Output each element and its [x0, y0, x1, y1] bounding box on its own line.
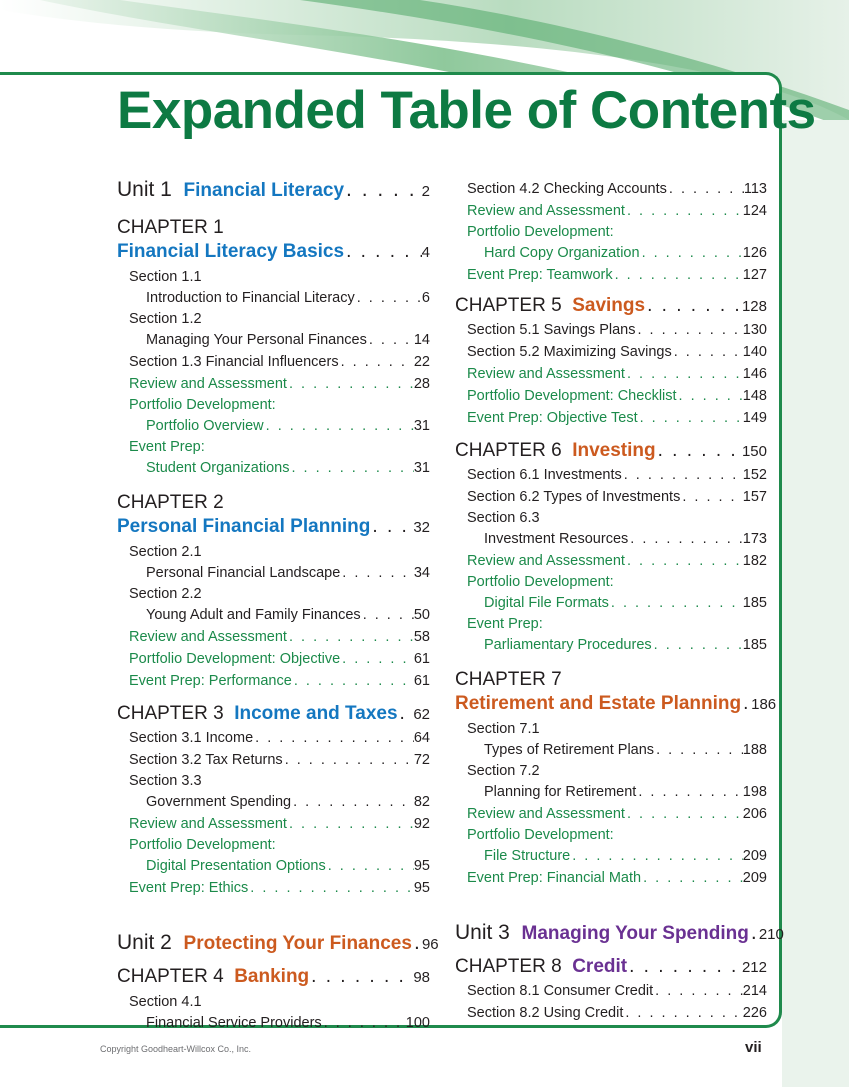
page-number: 100: [405, 1015, 430, 1031]
dot-leader: [680, 486, 742, 508]
entry-title-part: CHAPTER 4: [117, 966, 224, 987]
toc-portfolio-6[interactable]: [455, 592, 767, 614]
section-label: Section 3.3: [129, 773, 202, 789]
toc-section-5-1[interactable]: [455, 319, 767, 341]
dot-leader: [339, 351, 414, 373]
entry-title: [455, 294, 645, 318]
page-number: 148: [742, 388, 767, 404]
dot-leader: [412, 929, 422, 957]
dot-leader: [636, 781, 742, 803]
dot-leader: [609, 592, 743, 614]
dot-leader: [652, 634, 743, 656]
toc-chapter-8[interactable]: [455, 955, 767, 980]
portfolio-label: Portfolio Development:: [129, 397, 276, 413]
toc-chapter-7[interactable]: [455, 692, 777, 717]
entry-title: Section 6.1 Investments: [467, 467, 622, 483]
entry-title: Portfolio Development: Checklist: [467, 388, 677, 404]
dot-leader: [570, 845, 743, 867]
toc-section-4-1[interactable]: [117, 1012, 430, 1034]
dot-leader: [361, 604, 414, 626]
entry-title: [455, 919, 749, 948]
entry-title-part: Investing: [572, 440, 656, 461]
dot-leader: [340, 648, 414, 670]
toc-portfolio-4[interactable]: [455, 242, 767, 264]
page-number: 212: [741, 959, 767, 976]
toc-section-2-1[interactable]: [117, 562, 430, 584]
entry-title: [117, 176, 344, 205]
dot-leader: [625, 363, 743, 385]
entry-title: Planning for Retirement: [484, 784, 637, 800]
page-number: 98: [413, 969, 430, 986]
entry-title: Young Adult and Family Finances: [146, 607, 361, 623]
entry-title-part: Savings: [572, 295, 646, 316]
dot-leader: [367, 329, 414, 351]
entry-title: Financial Service Providers: [146, 1015, 322, 1031]
dot-leader: [309, 965, 413, 989]
dot-leader: [292, 670, 414, 692]
section-label: Section 7.1: [467, 721, 540, 737]
entry-title: [455, 439, 656, 463]
page-number: 214: [742, 983, 767, 999]
entry-title: Review and Assessment: [129, 376, 287, 392]
entry-title: Section 8.2 Using Credit: [467, 1005, 624, 1021]
page-number: 32: [413, 519, 430, 536]
toc-section-1-2[interactable]: [117, 329, 430, 351]
toc-section-8-1[interactable]: [455, 980, 767, 1002]
dot-leader: [625, 200, 743, 222]
toc-section-1-3[interactable]: [117, 351, 430, 373]
entry-title-part: CHAPTER 3: [117, 703, 224, 724]
entry-title: Event Prep: Financial Math: [467, 870, 642, 886]
page-number: 61: [413, 651, 430, 667]
entry-title-part: Credit: [572, 956, 628, 977]
toc-event-5[interactable]: [455, 407, 767, 429]
dot-leader: [287, 626, 414, 648]
toc-event-2[interactable]: [117, 670, 430, 692]
entry-title: Student Organizations: [146, 460, 290, 476]
page-number: 28: [413, 376, 430, 392]
entry-title: Review and Assessment: [129, 816, 287, 832]
dot-leader: [326, 855, 414, 877]
dot-leader: [340, 562, 414, 584]
section-label: Section 4.1: [129, 994, 202, 1010]
page-number: 6: [421, 290, 430, 306]
page-number: 58: [413, 629, 430, 645]
entry-title: Personal Financial Landscape: [146, 565, 341, 581]
dot-leader: [623, 1002, 742, 1024]
page-number: 72: [413, 752, 430, 768]
page-number: 95: [413, 858, 430, 874]
toc-unit-2[interactable]: [117, 929, 439, 959]
dot-leader: [656, 439, 742, 463]
page-number: 2: [421, 183, 430, 200]
entry-title: Section 3.2 Tax Returns: [129, 752, 283, 768]
toc-column-right: [455, 178, 784, 1024]
entry-title-part: CHAPTER 6: [455, 440, 562, 461]
toc-portfolio-3[interactable]: [117, 855, 430, 877]
dot-leader: [287, 813, 414, 835]
entry-title: Types of Retirement Plans: [484, 742, 655, 758]
page-number: 185: [742, 595, 767, 611]
entry-title: Investment Resources: [484, 531, 629, 547]
toc-chapter-5[interactable]: [455, 294, 767, 319]
toc-section-4-2[interactable]: [455, 178, 767, 200]
toc-review-5[interactable]: [455, 363, 767, 385]
entry-title: Section 8.1 Consumer Credit: [467, 983, 654, 999]
dot-leader: [749, 919, 759, 947]
page-number: 206: [742, 806, 767, 822]
page-number: 31: [413, 460, 430, 476]
page-number: 150: [741, 443, 767, 460]
toc-section-3-1[interactable]: [117, 727, 430, 749]
dot-leader: [667, 178, 744, 200]
toc-event-7[interactable]: [455, 867, 767, 889]
dot-leader: [641, 867, 743, 889]
dot-leader: [344, 176, 422, 204]
portfolio-label: Portfolio Development:: [467, 827, 614, 843]
portfolio-label: Portfolio Development:: [467, 574, 614, 590]
entry-title-part: Income and Taxes: [234, 703, 398, 724]
dot-leader: [654, 739, 743, 761]
dot-leader: [625, 803, 743, 825]
entry-title: File Structure: [484, 848, 571, 864]
page-number: 152: [742, 467, 767, 483]
entry-title: Personal Financial Planning: [117, 516, 371, 537]
entry-title: Event Prep: Objective Test: [467, 410, 638, 426]
entry-title: [455, 955, 627, 979]
toc-review-4[interactable]: [455, 200, 767, 222]
page-title: Expanded Table of Contents: [117, 81, 816, 140]
toc-section-3-2[interactable]: [117, 749, 430, 771]
entry-title: Event Prep: Teamwork: [467, 267, 613, 283]
toc-chapter-1[interactable]: [117, 240, 430, 265]
dot-leader: [264, 415, 414, 437]
entry-title: Section 6.2 Types of Investments: [467, 489, 681, 505]
section-label: Section 1.1: [129, 269, 202, 285]
dot-leader: [640, 242, 743, 264]
entry-title: Section 1.3 Financial Influencers: [129, 354, 339, 370]
toc-chapter-6[interactable]: [455, 439, 767, 464]
entry-title: Digital Presentation Options: [146, 858, 326, 874]
entry-title: [117, 965, 309, 989]
entry-title: Government Spending: [146, 794, 292, 810]
entry-title: Portfolio Overview: [146, 418, 264, 434]
toc-portfolio-7[interactable]: [455, 845, 767, 867]
toc-section-2-2[interactable]: [117, 604, 430, 626]
entry-title: Portfolio Development: Objective: [129, 651, 341, 667]
page-number: 95: [413, 880, 430, 896]
toc-section-3-3[interactable]: [117, 791, 430, 813]
entry-title: Review and Assessment: [467, 806, 625, 822]
dot-leader: [283, 749, 414, 771]
unit-label: Unit 1: [117, 178, 172, 201]
page-number: 130: [742, 322, 767, 338]
dot-leader: [287, 373, 414, 395]
page-number: 186: [751, 696, 777, 713]
page-number: 128: [741, 298, 767, 315]
dot-leader: [645, 294, 742, 318]
page-number: 209: [742, 870, 767, 886]
event-prep-label: Event Prep:: [467, 616, 543, 632]
dot-leader: [741, 692, 751, 716]
event-prep-label: Event Prep:: [129, 439, 205, 455]
page-number: 226: [742, 1005, 767, 1021]
dot-leader: [638, 407, 743, 429]
page-number: 157: [742, 489, 767, 505]
dot-leader: [253, 727, 414, 749]
toc-section-6-3[interactable]: [455, 528, 767, 550]
page-number: 173: [742, 531, 767, 547]
dot-leader: [289, 457, 413, 479]
page-number: 127: [742, 267, 767, 283]
page-number: 50: [413, 607, 430, 623]
toc-portfolio-5[interactable]: [455, 385, 767, 407]
dot-leader: [398, 702, 414, 726]
dot-leader: [355, 287, 422, 309]
dot-leader: [627, 955, 742, 979]
entry-title: Review and Assessment: [467, 203, 625, 219]
entry-title: Section 5.2 Maximizing Savings: [467, 344, 672, 360]
page-number: 149: [742, 410, 767, 426]
entry-title: Event Prep: Ethics: [129, 880, 249, 896]
dot-leader: [653, 980, 743, 1002]
toc-review-3[interactable]: [117, 813, 430, 835]
entry-title: Section 5.1 Savings Plans: [467, 322, 636, 338]
portfolio-label: Portfolio Development:: [467, 224, 614, 240]
toc-event-4[interactable]: [455, 264, 767, 286]
entry-title: Review and Assessment: [129, 629, 287, 645]
page-number: 198: [742, 784, 767, 800]
dot-leader: [248, 877, 414, 899]
dot-leader: [677, 385, 743, 407]
page-number: 140: [742, 344, 767, 360]
toc-section-7-1[interactable]: [455, 739, 767, 761]
entry-title: Digital File Formats: [484, 595, 609, 611]
toc-event-6[interactable]: [455, 634, 767, 656]
toc-review-1[interactable]: [117, 373, 430, 395]
page-folio: vii: [745, 1039, 762, 1056]
page-number: 210: [758, 926, 784, 943]
toc-review-6[interactable]: [455, 550, 767, 572]
chapter-name: Financial Literacy Basics: [117, 241, 345, 262]
page-number: 34: [413, 565, 430, 581]
toc-section-7-2[interactable]: [455, 781, 767, 803]
toc-unit-1[interactable]: [117, 176, 430, 206]
entry-title-part: Unit 2: [117, 931, 172, 954]
toc-portfolio-2[interactable]: [117, 648, 430, 670]
dot-leader: [322, 1012, 406, 1034]
toc-section-8-2[interactable]: [455, 1002, 767, 1024]
entry-title: Event Prep: Performance: [129, 673, 292, 689]
copyright-notice: Copyright Goodheart-Willcox Co., Inc.: [100, 1044, 252, 1054]
dot-leader: [370, 515, 413, 539]
toc-review-7[interactable]: [455, 803, 767, 825]
dot-leader: [635, 319, 742, 341]
entry-title: Review and Assessment: [467, 553, 625, 569]
page-number: 4: [421, 244, 430, 261]
toc-section-6-2[interactable]: [455, 486, 767, 508]
dot-leader: [628, 528, 743, 550]
toc-event-3[interactable]: [117, 877, 430, 899]
entry-title: Section 3.1 Income: [129, 730, 254, 746]
entry-title: [117, 702, 398, 726]
page-number: 188: [742, 742, 767, 758]
page-number: 96: [421, 936, 439, 953]
dot-leader: [613, 264, 743, 286]
section-label: Section 7.2: [467, 763, 540, 779]
page-number: 209: [742, 848, 767, 864]
page-number: 92: [413, 816, 430, 832]
section-label: Section 2.2: [129, 586, 202, 602]
dot-leader: [672, 341, 743, 363]
toc-chapter-3[interactable]: [117, 702, 430, 727]
section-label: Section 6.3: [467, 510, 540, 526]
page-number: 62: [413, 706, 430, 723]
entry-title: Introduction to Financial Literacy: [146, 290, 355, 306]
page-number: 64: [413, 730, 430, 746]
entry-title-part: Managing Your Spending: [521, 923, 749, 944]
page-number: 113: [743, 181, 767, 197]
page-number: 146: [742, 366, 767, 382]
section-label: Section 1.2: [129, 311, 202, 327]
page-number: 124: [742, 203, 767, 219]
portfolio-label: Portfolio Development:: [129, 837, 276, 853]
page-number: 31: [413, 418, 430, 434]
section-label: Section 2.1: [129, 544, 202, 560]
page-number: 61: [413, 673, 430, 689]
toc-event-1[interactable]: [117, 457, 430, 479]
page-number: 185: [742, 637, 767, 653]
toc-chapter-4[interactable]: [117, 965, 430, 990]
entry-title-part: Banking: [234, 966, 310, 987]
toc-chapter-2[interactable]: [117, 515, 430, 540]
chapter-2-label: CHAPTER 2: [117, 492, 224, 513]
page-number: 22: [413, 354, 430, 370]
entry-title-part: CHAPTER 5: [455, 295, 562, 316]
entry-title: Section 4.2 Checking Accounts: [467, 181, 667, 197]
entry-title: Parliamentary Procedures: [484, 637, 652, 653]
toc-unit-3[interactable]: [455, 919, 784, 949]
dot-leader: [344, 240, 422, 264]
chapter-1-label: CHAPTER 1: [117, 217, 224, 238]
toc-section-1-1[interactable]: [117, 287, 430, 309]
toc-portfolio-1[interactable]: [117, 415, 430, 437]
dot-leader: [625, 550, 743, 572]
page-number: 126: [742, 245, 767, 261]
toc-review-2[interactable]: [117, 626, 430, 648]
entry-title-part: Unit 3: [455, 921, 510, 944]
page-number: 182: [742, 553, 767, 569]
entry-title: Managing Your Personal Finances: [146, 332, 367, 348]
toc-section-6-1[interactable]: [455, 464, 767, 486]
dot-leader: [291, 791, 414, 813]
entry-title-part: Protecting Your Finances: [183, 933, 412, 954]
page-number: 82: [413, 794, 430, 810]
chapter-7-label: CHAPTER 7: [455, 669, 562, 690]
toc-section-5-2[interactable]: [455, 341, 767, 363]
entry-title-part: CHAPTER 8: [455, 956, 562, 977]
entry-title: Review and Assessment: [467, 366, 625, 382]
entry-title: Hard Copy Organization: [484, 245, 640, 261]
page-number: 14: [413, 332, 430, 348]
unit-name: Financial Literacy: [183, 180, 345, 201]
dot-leader: [622, 464, 743, 486]
entry-title: Retirement and Estate Planning: [455, 693, 742, 714]
entry-title: [117, 929, 412, 958]
toc-column-left: [117, 176, 439, 1034]
